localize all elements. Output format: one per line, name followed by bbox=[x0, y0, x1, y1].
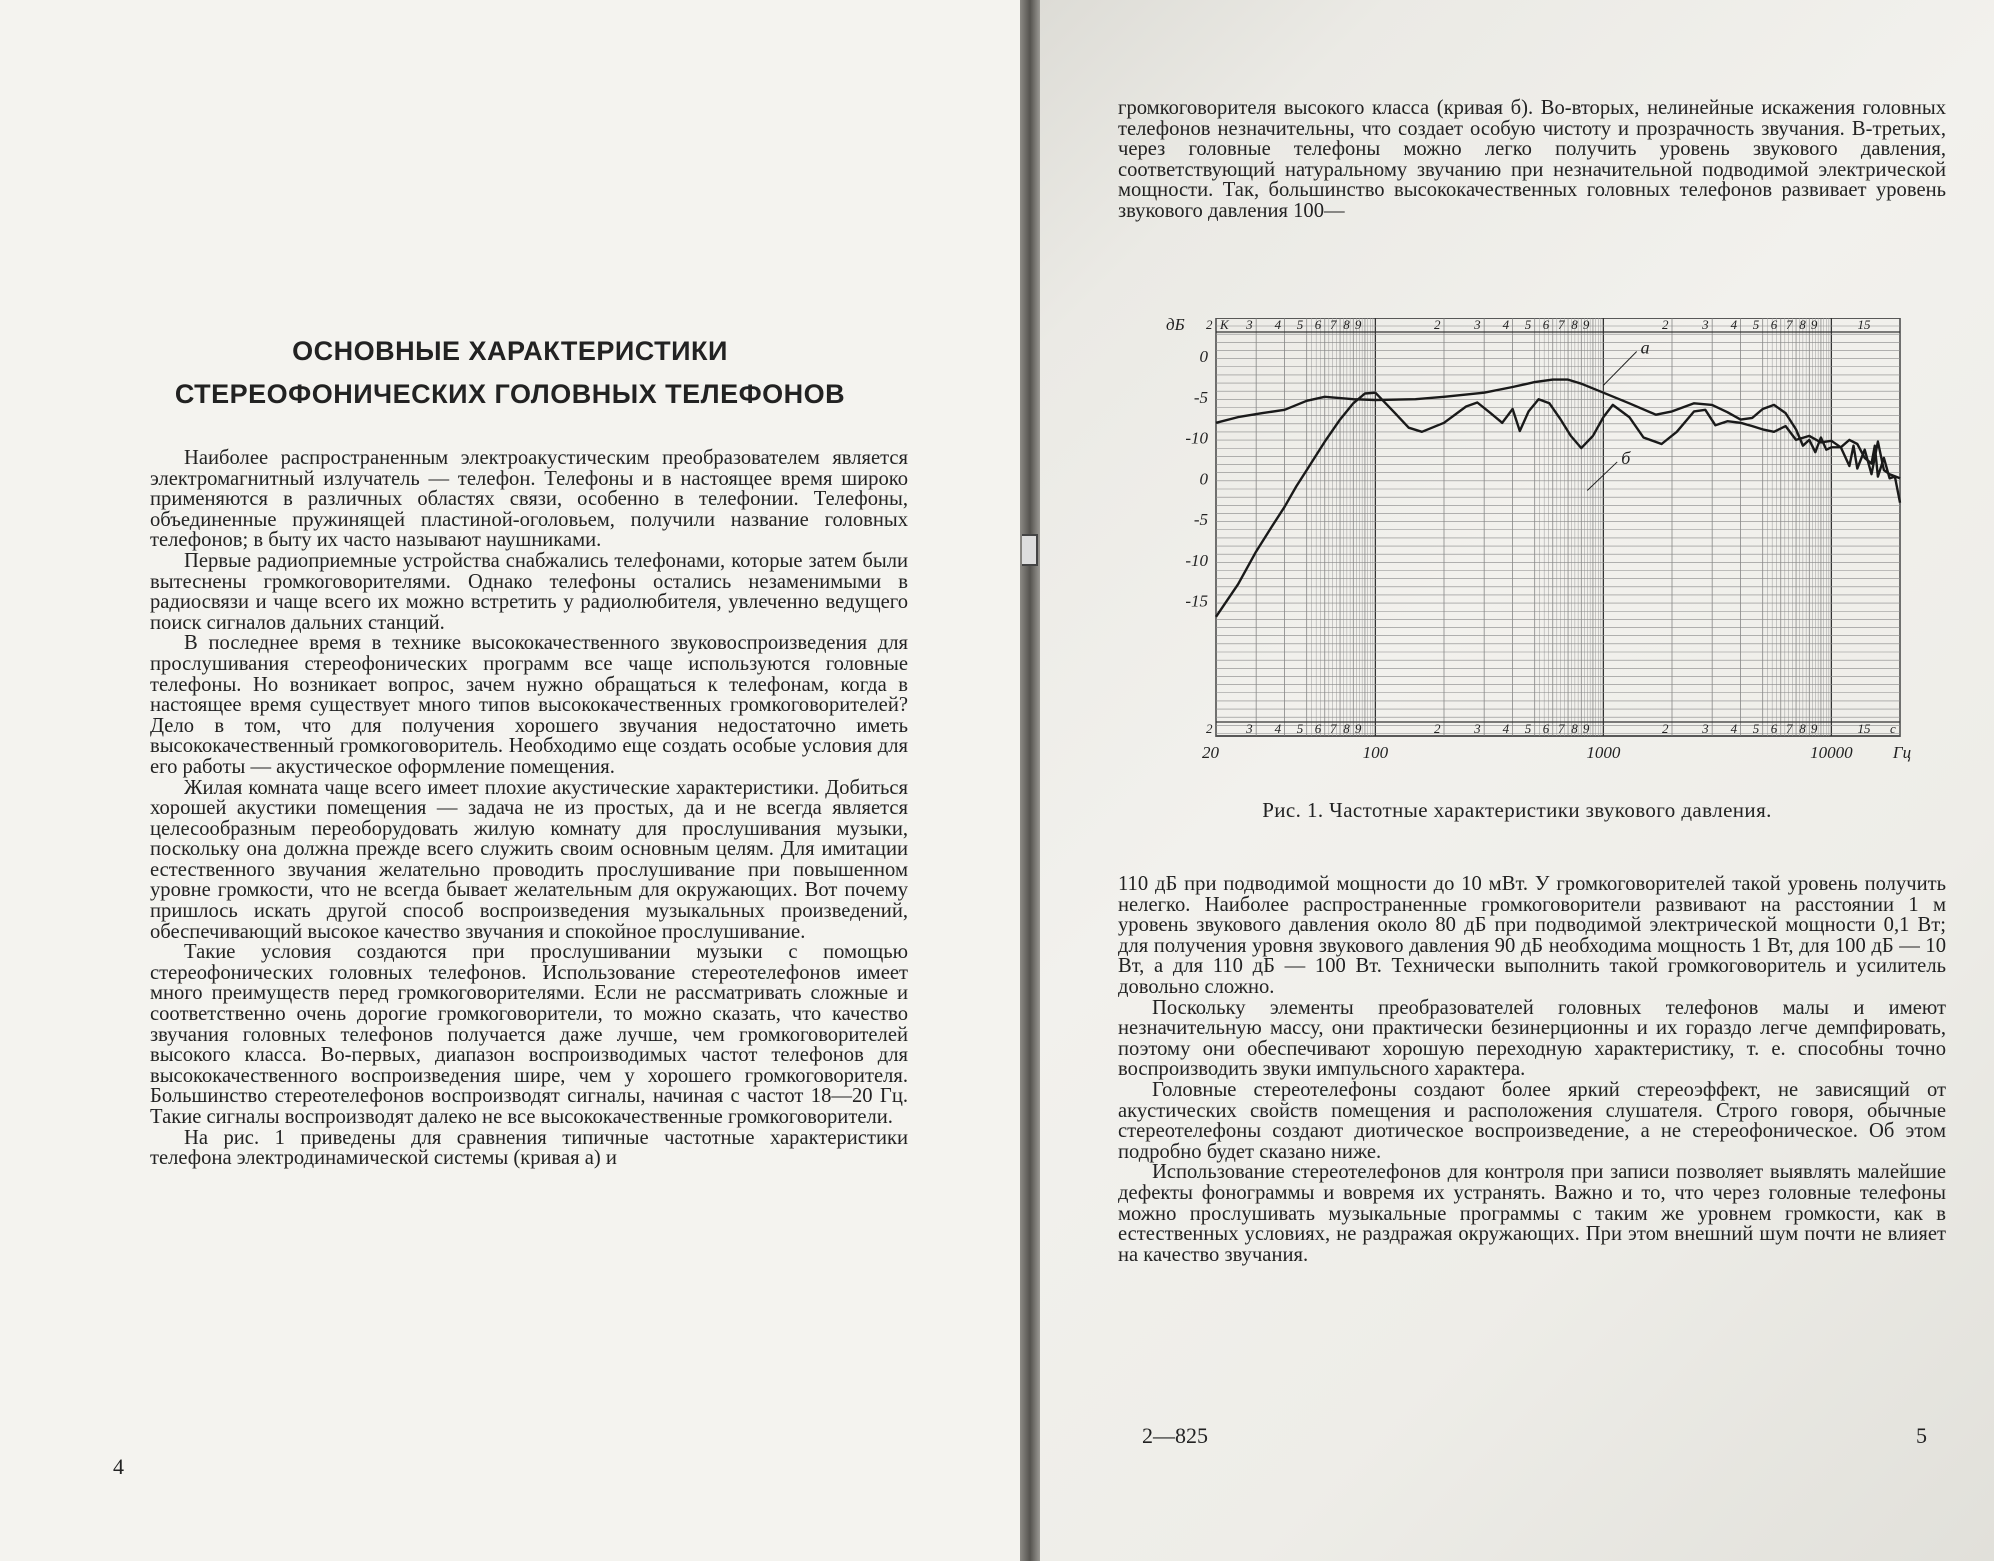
scale-strip-bottom-digit: 6 bbox=[1542, 721, 1550, 736]
chapter-title-line-1: ОСНОВНЫЕ ХАРАКТЕРИСТИКИ bbox=[292, 336, 728, 366]
scale-strip-bottom-digit: 8 bbox=[1571, 721, 1578, 736]
scale-strip-top-digit: 9 bbox=[1582, 318, 1590, 332]
spine-bookmark-tab bbox=[1022, 534, 1038, 566]
scale-strip-bottom-digit: 3 bbox=[1702, 721, 1709, 736]
scale-strip-bottom-digit: 2 bbox=[1434, 721, 1441, 736]
x-tick-label: 1000 bbox=[1586, 743, 1621, 762]
paragraph: Такие условия создаются при прослушивании музыки с помощью стереофонических головных телефонов. Использование стереотелефонов имеет много преимуществ перед громкоговорителями. Если не рассматривать сложные и соответственно очень дорогие громкоговорители, то можно сказать, что качество звучания головных телефонов получается даже лучше, чем громкоговорителей высокого класса. Во-первых, диапазон воспроизводимых частот телефонов для высококачественного воспроизведения шире, чем у хорошего громкоговорителя. Большинство стереотелефонов воспроизводят сигналы, начиная с частот 18—20 Гц. Такие сигналы воспроизводят далеко не все высококачественные громкоговорители. bbox=[150, 941, 908, 1128]
paragraph: Использование стереотелефонов для контроля при записи позволяет выявлять малейшие дефекты фонограммы и вовремя их устранять. Важно и то, что через головные телефоны можно прослушивать музыкальные программы с таким же уровнем громкости, как в естественных условиях, не раздражая окружающих. При этом внешний шум почти не влияет на качество звучания. bbox=[1118, 1161, 1946, 1266]
scale-strip-top-digit: 4 bbox=[1274, 318, 1282, 332]
y-tick-label-lower: -5 bbox=[1193, 510, 1208, 529]
curve-a-label: а bbox=[1640, 337, 1650, 358]
scale-strip-top-digit: 4 bbox=[1502, 318, 1510, 332]
scale-strip-top-digit: 7 bbox=[1330, 318, 1337, 332]
page-number-right: 5 bbox=[1916, 1423, 1927, 1448]
scale-strip-bottom-digit: 9 bbox=[1810, 721, 1818, 736]
book-spine bbox=[1020, 0, 1040, 1561]
scale-strip-top-digit: 5 bbox=[1296, 318, 1304, 332]
scale-strip-bottom-digit: 8 bbox=[1343, 721, 1350, 736]
frequency-response-chart bbox=[1160, 318, 1950, 788]
scale-strip-bottom-digit: 2 bbox=[1206, 721, 1213, 736]
curve-a bbox=[1216, 380, 1900, 479]
scale-strip-top-digit: 8 bbox=[1799, 318, 1806, 332]
y-axis-unit-label: дБ bbox=[1166, 318, 1185, 334]
scale-strip-top-digit: 8 bbox=[1571, 318, 1578, 332]
scale-strip-bottom-digit: 6 bbox=[1314, 721, 1322, 736]
scale-strip-bottom-digit: 4 bbox=[1274, 721, 1282, 736]
scale-strip-bottom-digit: 4 bbox=[1730, 721, 1738, 736]
x-axis-unit-label: Гц bbox=[1892, 743, 1912, 762]
scale-strip-top-digit: 3 bbox=[1246, 318, 1253, 332]
y-tick-label-lower: -15 bbox=[1185, 591, 1208, 611]
scale-strip-bottom-digit: 2 bbox=[1662, 721, 1669, 736]
paragraph: В последнее время в технике высококачественного звуковоспроизведения для прослушивания стереофонических программ все чаще используются головные телефоны. Но возникает вопрос, зачем нужно обращаться к телефонам, когда в настоящее время существует много типов высококачественных громкоговорителей? Дело в том, что для получения хорошего звучания недостаточно иметь высококачественный громкоговоритель. Необходимо еще создать особые условия для его работы — акустическое оформление помещения. bbox=[150, 632, 908, 778]
scale-strip-bottom-digit: 9 bbox=[1582, 721, 1590, 736]
scale-strip-top-digit: 9 bbox=[1810, 318, 1818, 332]
scale-strip-bottom-digit: 3 bbox=[1246, 721, 1253, 736]
scale-strip-bottom-digit: 7 bbox=[1786, 721, 1793, 736]
scale-strip-bottom-digit: 8 bbox=[1799, 721, 1806, 736]
chapter-title-line-2: СТЕРЕОФОНИЧЕСКИХ ГОЛОВНЫХ ТЕЛЕФОНОВ bbox=[174, 379, 846, 409]
y-tick-label-upper: -5 bbox=[1193, 387, 1208, 407]
scale-marker-bottom: с bbox=[1890, 721, 1896, 736]
figure-1 bbox=[1160, 318, 1950, 822]
curve-b-label: б bbox=[1621, 447, 1631, 468]
curve-a-leader bbox=[1603, 351, 1636, 385]
scale-strip-bottom-digit: 5 bbox=[1752, 721, 1760, 736]
scale-strip-top-digit: 5 bbox=[1752, 318, 1760, 332]
scale-strip-top-digit: 6 bbox=[1770, 318, 1778, 332]
chapter-title bbox=[150, 330, 870, 416]
scale-strip-bottom-digit: 9 bbox=[1354, 721, 1362, 736]
paragraph: громкоговорителя высокого класса (кривая б). Во-вторых, нелинейные искажения головных телефонов незначительны, что создает особую чистоту и прозрачность звучания. В-третьих, через головные телефоны можно легко получить уровень звукового давления, соответствующий натуральному звучанию при незначительной подводимой электрической мощности. Так, большинство высококачественных головных телефонов развивает уровень звукового давления 100— bbox=[1118, 97, 1946, 222]
page-number-left: 4 bbox=[113, 1454, 124, 1479]
paragraph: Наиболее распространенным электроакустическим преобразователем является электромагнитный излучатель — телефон. Телефоны и в настоящее время широко применяются в различных областях связи, особенно в телефонии. Телефоны, объединенные пружинящей пластиной-оголовьем, получили название головных телефонов; в быту их часто называют наушниками. bbox=[150, 447, 908, 552]
y-tick-label-lower: -10 bbox=[1185, 550, 1208, 570]
scale-strip-bottom-digit: 3 bbox=[1474, 721, 1481, 736]
printer-signature: 2—825 bbox=[1142, 1423, 1208, 1448]
scale-strip-top-end: 15 bbox=[1857, 318, 1871, 332]
scale-strip-top-digit: 2 bbox=[1434, 318, 1441, 332]
paragraph: На рис. 1 приведены для сравнения типичные частотные характеристики телефона электродинамической системы (кривая а) и bbox=[150, 1126, 908, 1170]
y-tick-label-upper: -10 bbox=[1185, 428, 1208, 448]
x-tick-label: 20 bbox=[1202, 743, 1219, 762]
y-tick-label-upper: 0 bbox=[1199, 347, 1208, 366]
scale-marker-top: К bbox=[1220, 318, 1229, 332]
scale-strip-bottom-digit: 7 bbox=[1330, 721, 1337, 736]
scale-strip-top-digit: 6 bbox=[1314, 318, 1322, 332]
x-tick-label: 100 bbox=[1362, 743, 1389, 762]
scale-strip-bottom-digit: 6 bbox=[1770, 721, 1778, 736]
left-page-body bbox=[150, 448, 908, 1169]
curve-b-leader bbox=[1587, 462, 1617, 491]
scale-strip-top-digit: 3 bbox=[1474, 318, 1481, 332]
paragraph: 110 дБ при подводимой мощности до 10 мВт. У громкоговорителей такой уровень получить нелегко. Наиболее распространенные громкоговорители развивают на расстоянии 1 м уровень звукового давления около 80 дБ при подводимой электрической мощности 0,1 Вт; для получения уровня звукового давления 90 дБ необходима мощность 1 Вт, для 100 дБ — 10 Вт, а для 110 дБ — 100 Вт. Технически выполнить такой громкоговоритель и усилитель довольно сложно. bbox=[1118, 873, 1946, 998]
scale-strip-bottom-digit: 7 bbox=[1558, 721, 1565, 736]
scale-strip-bottom-digit: 5 bbox=[1524, 721, 1532, 736]
scale-strip-top-digit: 2 bbox=[1662, 318, 1669, 332]
y-tick-label-lower: 0 bbox=[1199, 469, 1208, 489]
x-tick-label: 10000 bbox=[1810, 743, 1853, 762]
right-page-body-top bbox=[1118, 98, 1946, 222]
scale-strip-top-digit: 3 bbox=[1702, 318, 1709, 332]
scale-strip-bottom-digit: 5 bbox=[1296, 721, 1304, 736]
scale-strip-top-digit: 4 bbox=[1730, 318, 1738, 332]
scale-strip-top-digit: 6 bbox=[1542, 318, 1550, 332]
right-page-body-bottom bbox=[1118, 874, 1946, 1265]
scale-strip-bottom-end: 15 bbox=[1857, 721, 1871, 736]
scale-strip-top-digit: 9 bbox=[1354, 318, 1362, 332]
scale-strip-top-digit: 7 bbox=[1786, 318, 1793, 332]
scale-strip-top-digit: 7 bbox=[1558, 318, 1565, 332]
paragraph: Поскольку элементы преобразователей головных телефонов малы и имеют незначительную массу, они практически безинерционны и их гораздо легче демпфировать, поэтому они обеспечивают хорошую переходную характеристику, т. е. способны точно воспроизводить звуки импульсного характера. bbox=[1118, 996, 1946, 1081]
scale-strip-top-digit: 5 bbox=[1524, 318, 1532, 332]
scale-strip-top-digit: 2 bbox=[1206, 318, 1213, 332]
scale-strip-bottom-digit: 4 bbox=[1502, 721, 1510, 736]
paragraph: Жилая комната чаще всего имеет плохие акустические характеристики. Добиться хорошей акустики помещения — задача не из простых, да и не всегда является целесообразным переоборудовать жилую комнату для прослушивания музыки, поскольку она должна прежде всего служить своим основным целям. Для имитации естественного звучания желательно проводить прослушивание при повышенном уровне громкости, что не всегда бывает желательным для окружающих. Вот почему пришлось искать другой способ воспроизведения музыкальных произведений, обеспечивающий высокое качество звучания и спокойное прослушивание. bbox=[150, 776, 908, 943]
figure-caption: Рис. 1. Частотные характеристики звукового давления. bbox=[1262, 798, 1772, 822]
paragraph: Головные стереотелефоны создают более яркий стереоэффект, не зависящий от акустических свойств помещения и расположения слушателя. Строго говоря, обычные стереотелефоны создают диотическое воспроизведение, а не стереофоническое. Об этом подробно будет сказано ниже. bbox=[1118, 1078, 1946, 1163]
paragraph: Первые радиоприемные устройства снабжались телефонами, которые затем были вытеснены громкоговорителями. Однако телефоны остались незаменимыми в радиосвязи и чаще всего их можно встретить у радиолюбителя, увлеченно ведущего поиск сигналов дальних станций. bbox=[150, 549, 908, 634]
scale-strip-top-digit: 8 bbox=[1343, 318, 1350, 332]
right-page bbox=[1040, 0, 1994, 1561]
curve-b bbox=[1216, 393, 1900, 617]
